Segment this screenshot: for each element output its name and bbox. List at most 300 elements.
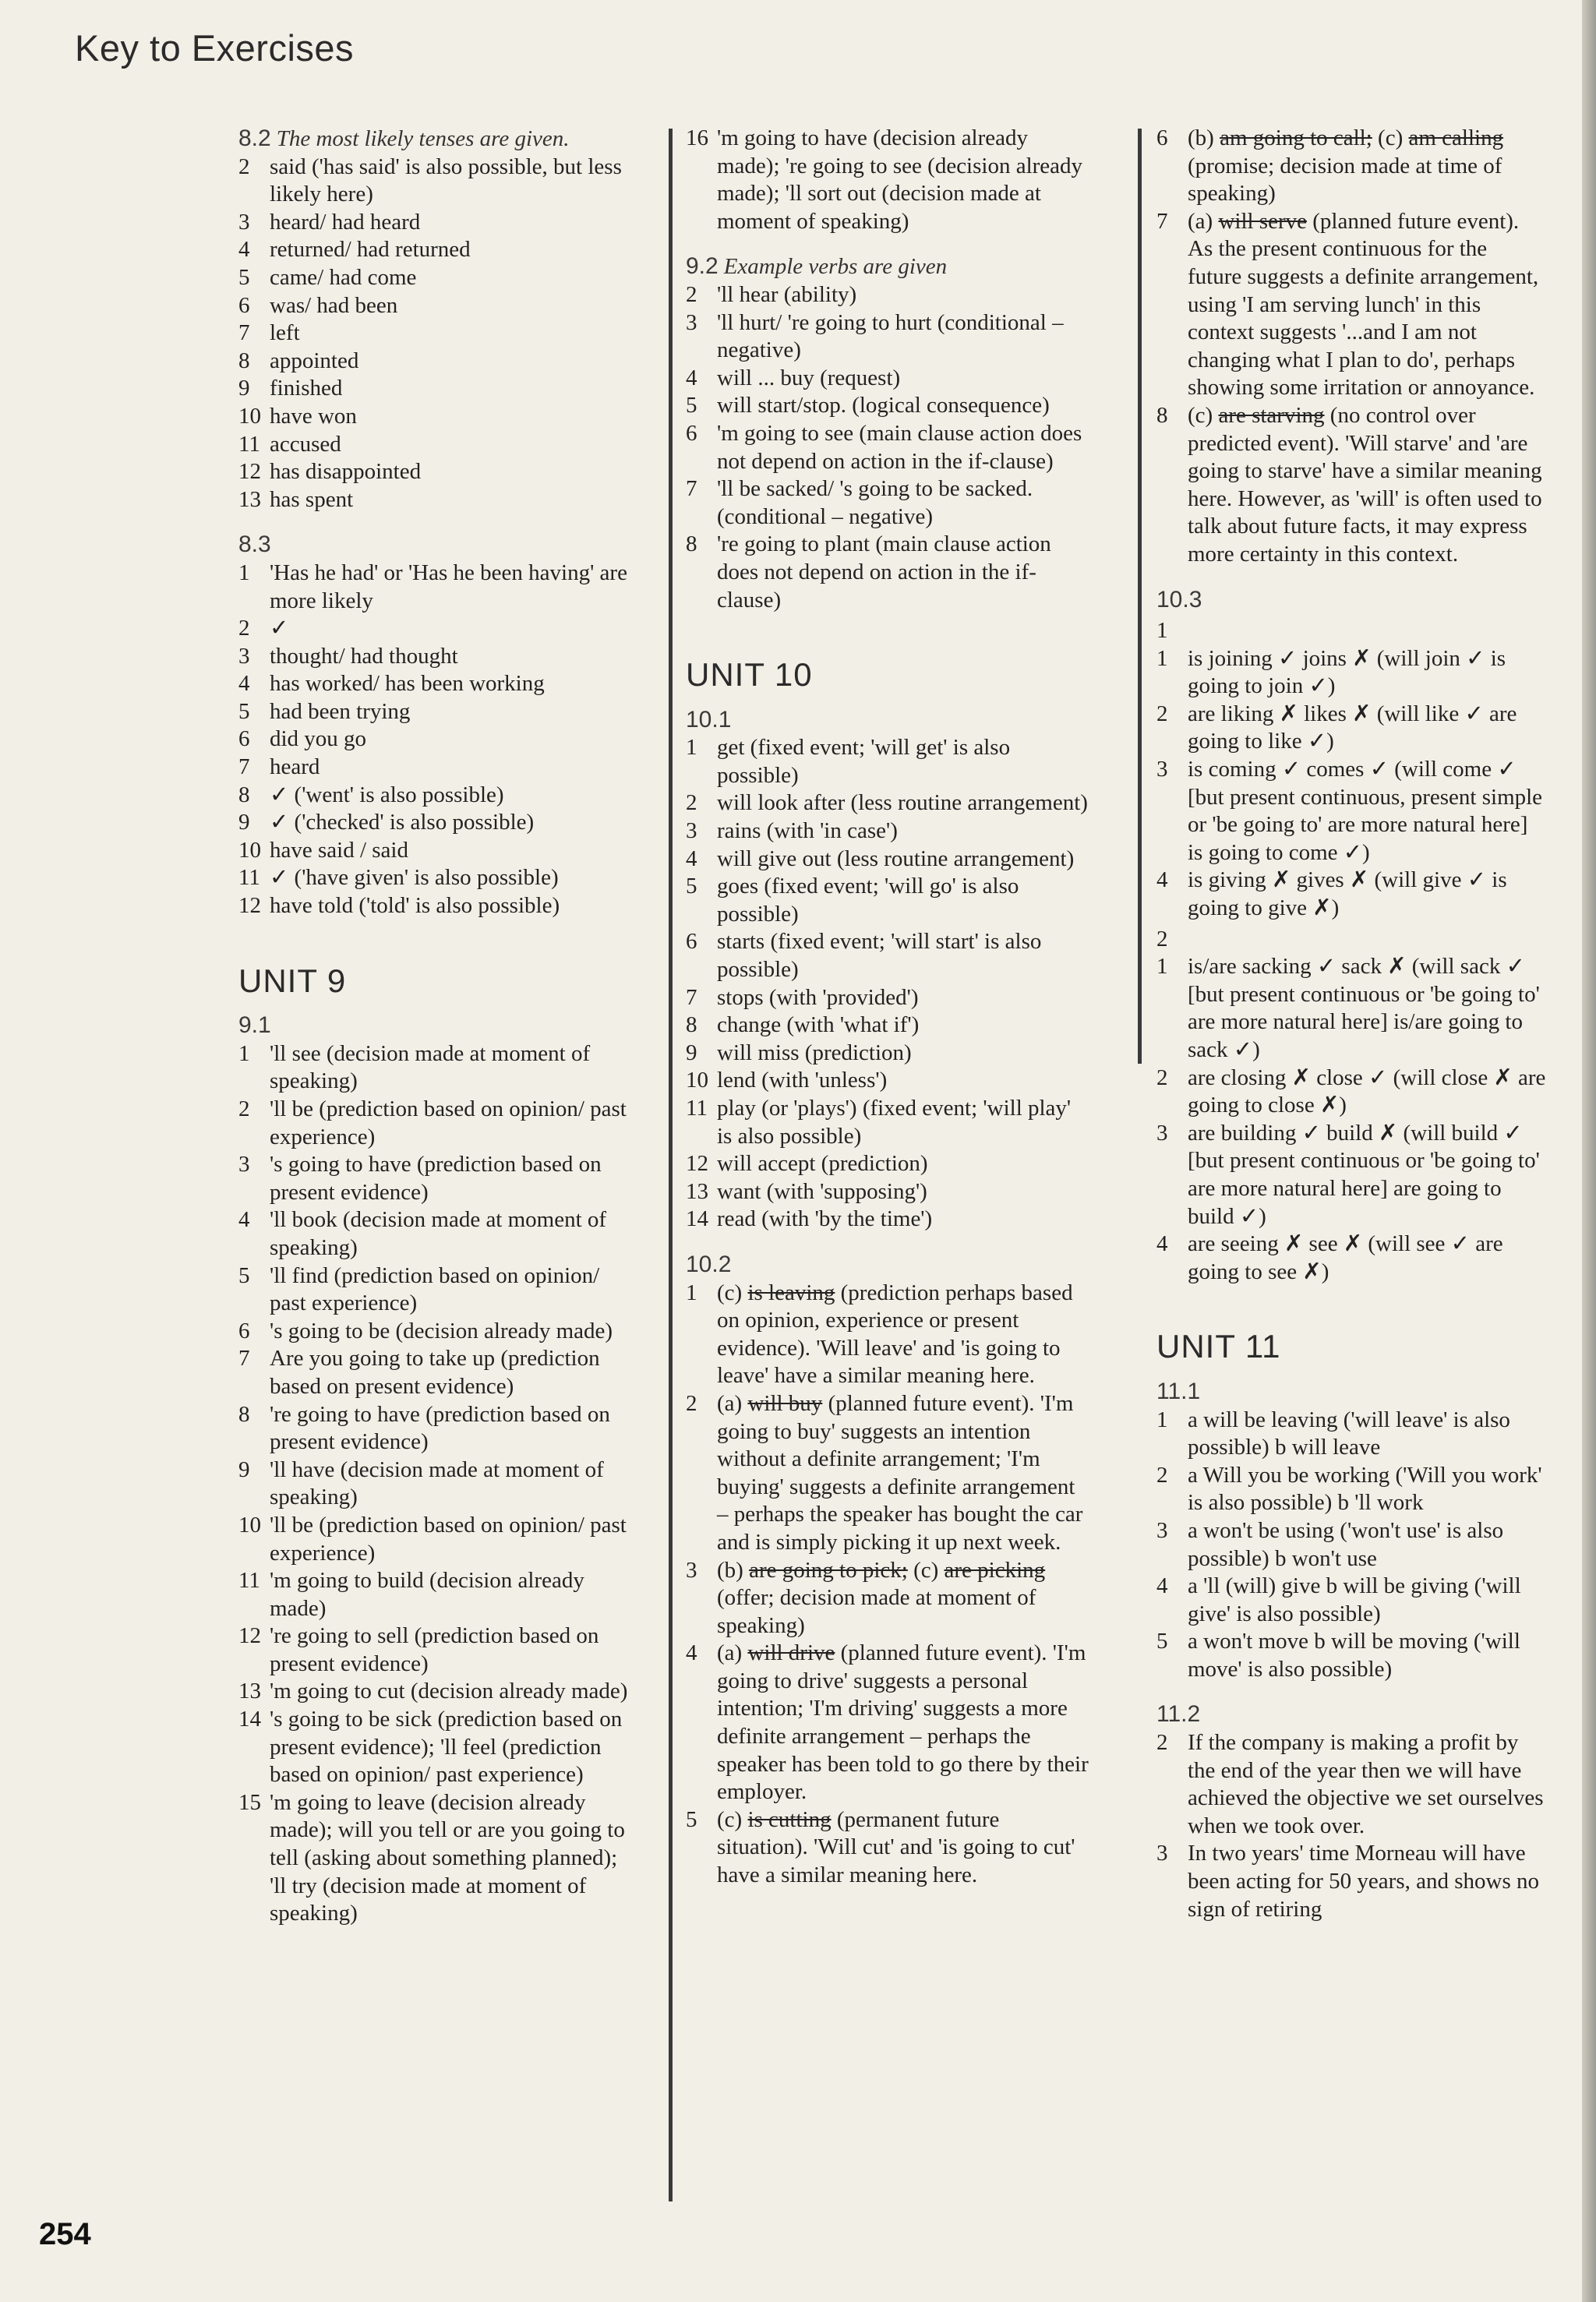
answer-text: finished — [270, 376, 343, 401]
item-text — [717, 734, 1091, 789]
unit-heading: UNIT 9 — [238, 962, 347, 999]
item-text — [717, 1280, 1091, 1390]
answer-text: 'll be sacked/ 's going to be sacked. (conditional – negative) — [717, 476, 1033, 529]
answer-item — [1156, 1120, 1546, 1230]
item-text — [270, 1151, 628, 1206]
answer-item — [238, 1151, 628, 1206]
answer-item — [1156, 1573, 1546, 1628]
item-number: 3 — [1156, 1120, 1168, 1146]
answer-text: goes (fixed event; 'will go' is also possible) — [717, 874, 1019, 927]
item-text — [270, 1789, 628, 1928]
item-text — [270, 809, 628, 837]
answer-text: lend (with 'unless') — [717, 1068, 888, 1093]
item-number: 3 — [686, 309, 697, 335]
option-letter: (c) — [1188, 402, 1219, 428]
answer-item — [1156, 867, 1546, 922]
section-number: 10.3 — [1156, 586, 1202, 613]
answer-item — [686, 817, 1091, 846]
answer-item — [686, 984, 1091, 1012]
item-text — [717, 125, 1091, 235]
answer-section — [686, 706, 1091, 1234]
answer-item — [238, 320, 628, 348]
item-text — [1188, 953, 1546, 1064]
answer-text: is joining ✓ joins ✗ (will join ✓ is going to join ✓) — [1188, 645, 1506, 699]
answer-section — [238, 531, 628, 920]
answer-item — [238, 458, 628, 486]
item-number: 8 — [686, 1012, 697, 1038]
item-number: 3 — [686, 818, 697, 844]
item-text — [270, 837, 628, 865]
answer-item — [1156, 701, 1546, 756]
answer-item — [686, 531, 1091, 614]
section-title: Example verbs are given — [723, 254, 948, 280]
item-text — [270, 1678, 628, 1706]
answer-item — [238, 837, 628, 865]
answer-text: 'm going to see (main clause action does not depend on action in the if-clause) — [717, 420, 1082, 474]
answer-item — [1156, 1230, 1546, 1286]
answer-item — [238, 375, 628, 403]
answer-text: had been trying — [270, 698, 411, 724]
answer-item — [238, 754, 628, 782]
answer-text: read (with 'by the time') — [717, 1206, 933, 1232]
section-heading — [238, 1012, 628, 1040]
answer-item — [238, 292, 628, 320]
answer-item — [1156, 1407, 1546, 1462]
answer-item — [238, 782, 628, 810]
item-number: 10 — [686, 1068, 708, 1093]
answer-item — [686, 365, 1091, 393]
answer-text: 'll see (decision made at moment of speaking) — [270, 1040, 591, 1094]
item-text — [270, 1040, 628, 1096]
item-text — [1188, 1517, 1546, 1573]
answer-item — [238, 1706, 628, 1789]
answer-item — [686, 309, 1091, 365]
answer-item — [238, 209, 628, 237]
item-number: 1 — [238, 560, 250, 585]
item-text — [717, 873, 1091, 928]
answer-text: have said / said — [270, 837, 408, 863]
page-edge-shadow — [1582, 0, 1596, 2302]
option-letter: (a) — [717, 1390, 748, 1416]
answer-item — [238, 1512, 628, 1567]
running-head: Key to Exercises — [75, 27, 355, 69]
answer-text: are seeing ✗ see ✗ (will see ✓ are going to see ✗) — [1188, 1231, 1503, 1284]
answer-text: came/ had come — [270, 264, 417, 290]
answer-item — [1156, 1628, 1546, 1683]
answer-section — [686, 252, 1091, 614]
item-text — [270, 698, 628, 726]
item-text — [717, 531, 1091, 614]
answer-text: thought/ had thought — [270, 643, 458, 669]
answer-item — [238, 1040, 628, 1096]
answer-text: will miss (prediction) — [717, 1040, 912, 1065]
crossed-out-answer: is cutting — [747, 1806, 832, 1832]
item-text — [1188, 1120, 1546, 1230]
item-text — [270, 348, 628, 376]
item-text — [270, 1262, 628, 1318]
item-text — [270, 1512, 628, 1567]
item-text — [717, 1067, 1091, 1095]
answer-item — [238, 1345, 628, 1400]
item-text — [270, 209, 628, 237]
item-text — [270, 375, 628, 403]
answer-text: 'm going to leave (decision already made); will you tell or are you going to tell (asking about something planned); 'll try (decision made at moment of speaking) — [270, 1789, 625, 1926]
item-text — [270, 560, 628, 615]
item-number: 5 — [686, 1806, 697, 1832]
section-heading — [686, 252, 1091, 281]
subsection-number: 2 — [1156, 926, 1168, 952]
item-number: 3 — [1156, 1517, 1168, 1543]
answer-text: (planned future event). 'I'm going to drive' suggests a personal intention; 'I'm driving' suggests a more definite arrangement – perhaps the speaker has been told to go there by their employer. — [717, 1640, 1089, 1805]
answer-text: rains (with 'in case') — [717, 818, 898, 844]
answer-item — [238, 560, 628, 615]
item-number: 6 — [238, 1318, 250, 1343]
item-number: 7 — [238, 1346, 250, 1372]
column-divider — [1138, 129, 1142, 1064]
answer-item — [238, 892, 628, 920]
answer-text: 'll find (prediction based on opinion/ past experience) — [270, 1262, 600, 1316]
answer-item — [1156, 1729, 1546, 1840]
answer-item — [238, 1096, 628, 1151]
item-number: 12 — [238, 459, 261, 485]
answer-item — [238, 264, 628, 292]
answer-text: 's going to be (decision already made) — [270, 1318, 613, 1343]
item-text — [270, 486, 628, 514]
answer-text: accused — [270, 431, 341, 457]
item-number: 11 — [238, 431, 260, 457]
answer-text: ✓ ('have given' is also possible) — [270, 865, 559, 891]
answer-item — [686, 281, 1091, 309]
answer-text: play (or 'plays') (fixed event; 'will play' is also possible) — [717, 1096, 1072, 1149]
item-number: 5 — [686, 874, 697, 899]
answer-text: a won't be using ('won't use' is also possible) b won't use — [1188, 1517, 1504, 1571]
item-number: 7 — [686, 476, 697, 502]
item-number: 14 — [238, 1707, 261, 1732]
item-text — [1188, 701, 1546, 756]
answer-text: heard/ had heard — [270, 209, 421, 235]
column-2 — [686, 125, 1091, 1890]
item-number: 8 — [686, 531, 697, 557]
answer-text: (permanent future situation). 'Will cut' and 'is going to cut' have a similar meaning here. — [717, 1806, 1075, 1888]
answer-text: has worked/ has been working — [270, 671, 545, 697]
answer-text: a won't move b will be moving ('will move' is also possible) — [1188, 1629, 1520, 1682]
answer-text: left — [270, 320, 300, 346]
item-number: 1 — [1156, 645, 1168, 671]
answer-text: 'll have (decision made at moment of speaking) — [270, 1456, 604, 1510]
answer-text: Are you going to take up (prediction based on present evidence) — [270, 1346, 600, 1399]
unit-heading: UNIT 10 — [686, 656, 813, 694]
item-number: 13 — [238, 486, 261, 512]
answer-item — [238, 864, 628, 892]
item-text — [270, 1206, 628, 1262]
item-text — [1188, 756, 1546, 867]
section-number: 8.2 — [238, 125, 271, 151]
item-number: 6 — [686, 929, 697, 955]
item-number: 4 — [238, 237, 250, 263]
answer-text: 're going to have (prediction based on present evidence) — [270, 1401, 610, 1455]
item-text — [270, 1706, 628, 1789]
answer-item — [1156, 1840, 1546, 1923]
item-number: 6 — [238, 292, 250, 318]
answer-item — [238, 1789, 628, 1928]
answer-item — [238, 431, 628, 459]
answer-text: a will be leaving ('will leave' is also possible) b will leave — [1188, 1407, 1510, 1460]
item-number: 2 — [686, 281, 697, 307]
answer-item — [1156, 208, 1546, 402]
crossed-out-answer: is leaving — [747, 1280, 835, 1305]
item-number: 9 — [238, 376, 250, 401]
section-number: 10.1 — [686, 706, 732, 733]
answer-text: will give out (less routine arrangement) — [717, 846, 1075, 871]
item-text — [270, 1401, 628, 1456]
item-number: 4 — [238, 1207, 250, 1233]
answer-section — [1156, 1378, 1546, 1684]
answer-text: is/are sacking ✓ sack ✗ (will sack ✓ [but present continuous or 'be going to' are more natural here] is/are going to sack ✓) — [1188, 954, 1540, 1062]
item-number: 6 — [1156, 125, 1168, 150]
answer-text: want (with 'supposing') — [717, 1178, 927, 1204]
answer-text: are building ✓ build ✗ (will build ✓ [but present continuous or 'be going to' are more natural here] are going to build ✓) — [1188, 1120, 1540, 1229]
answer-text: (prediction perhaps based on opinion, experience or present evidence). 'Will leave' and 'is going to leave' have a similar meaning here. — [717, 1280, 1073, 1389]
item-number: 5 — [686, 393, 697, 418]
answer-item — [1156, 1064, 1546, 1120]
answer-text: (promise; decision made at time of speaking) — [1188, 153, 1502, 207]
item-number: 7 — [1156, 208, 1168, 234]
item-number: 2 — [1156, 1462, 1168, 1488]
answer-item — [238, 236, 628, 264]
item-number: 2 — [686, 1390, 697, 1416]
answer-item — [1156, 125, 1546, 208]
item-text — [270, 292, 628, 320]
answer-text: have won — [270, 403, 357, 429]
answer-text: is giving ✗ gives ✗ (will give ✓ is going to give ✗) — [1188, 867, 1507, 921]
crossed-out-answer: are going to pick; — [749, 1557, 908, 1583]
answer-text: 'm going to cut (decision already made) — [270, 1679, 628, 1704]
answer-text: 'll hurt/ 're going to hurt (conditional – negative) — [717, 309, 1064, 363]
answer-section — [238, 125, 628, 514]
item-number: 4 — [1156, 1231, 1168, 1257]
item-number: 7 — [238, 320, 250, 346]
item-number: 14 — [686, 1206, 708, 1232]
answer-text: will look after (less routine arrangement) — [717, 790, 1088, 816]
page-number: 254 — [39, 2217, 91, 2251]
section-title: The most likely tenses are given. — [276, 126, 570, 151]
item-text — [1188, 1729, 1546, 1840]
item-number: 7 — [686, 984, 697, 1010]
answer-text: 'll be (prediction based on opinion/ past experience) — [270, 1512, 627, 1566]
answer-item — [686, 1280, 1091, 1390]
item-number: 11 — [686, 1096, 708, 1121]
item-text — [270, 458, 628, 486]
item-text — [717, 1806, 1091, 1890]
item-number: 3 — [1156, 1841, 1168, 1866]
item-number: 1 — [686, 1280, 697, 1305]
crossed-out-answer: am calling — [1408, 125, 1504, 150]
item-text — [1188, 1840, 1546, 1923]
item-text — [270, 864, 628, 892]
answer-item — [238, 403, 628, 431]
answer-item — [686, 846, 1091, 874]
answer-item — [238, 698, 628, 726]
item-number: 5 — [238, 264, 250, 290]
answer-text: appointed — [270, 348, 359, 373]
answer-text: stops (with 'provided') — [717, 984, 919, 1010]
column-3 — [1156, 125, 1546, 1923]
answer-text: ✓ ('went' is also possible) — [270, 782, 504, 807]
crossed-out-answer: are starving — [1218, 402, 1325, 428]
answer-text: 'm going to have (decision already made); 're going to see (decision already made); 'll sort out (decision made at moment of speaking) — [717, 125, 1083, 234]
answer-section — [686, 125, 1091, 235]
answer-item — [238, 348, 628, 376]
answer-item — [686, 1067, 1091, 1095]
answer-item — [686, 873, 1091, 928]
answer-section — [1156, 1700, 1546, 1923]
item-text — [717, 392, 1091, 420]
item-number: 8 — [238, 348, 250, 373]
section-number: 11.1 — [1156, 1378, 1201, 1404]
item-text — [1188, 1064, 1546, 1120]
answer-text: 's going to have (prediction based on present evidence) — [270, 1152, 602, 1205]
section-heading — [686, 706, 1091, 735]
item-number: 10 — [238, 1512, 261, 1538]
item-text — [270, 782, 628, 810]
item-text — [717, 846, 1091, 874]
item-number: 6 — [686, 420, 697, 446]
answer-item — [1156, 1517, 1546, 1573]
section-number: 11.2 — [1156, 1701, 1201, 1728]
item-number: 2 — [1156, 1730, 1168, 1756]
answer-text: 'm going to build (decision already made) — [270, 1568, 584, 1621]
answer-item — [686, 125, 1091, 235]
item-text — [270, 1622, 628, 1678]
answer-item — [686, 734, 1091, 789]
answer-item — [238, 1622, 628, 1678]
item-text — [717, 1178, 1091, 1206]
item-number: 7 — [238, 754, 250, 780]
answer-item — [238, 809, 628, 837]
answer-item — [1156, 953, 1546, 1064]
answer-item — [238, 1318, 628, 1346]
item-number: 5 — [238, 698, 250, 724]
answer-text: was/ had been — [270, 292, 398, 318]
item-text — [717, 1557, 1091, 1640]
answer-item — [238, 1206, 628, 1262]
item-text — [270, 892, 628, 920]
answer-item — [238, 1456, 628, 1512]
item-text — [270, 431, 628, 459]
item-number: 4 — [686, 1640, 697, 1666]
column-divider — [669, 129, 673, 2201]
answer-text: 're going to sell (prediction based on present evidence) — [270, 1623, 599, 1676]
answer-text: starts (fixed event; 'will start' is also possible) — [717, 929, 1042, 983]
answer-item — [686, 1640, 1091, 1806]
answer-item — [238, 1401, 628, 1456]
item-text — [717, 1206, 1091, 1234]
item-text — [717, 1390, 1091, 1557]
answer-item — [238, 154, 628, 209]
answer-item — [686, 1206, 1091, 1234]
answer-item — [238, 1567, 628, 1622]
item-number: 4 — [686, 846, 697, 871]
answer-text: (planned future event). 'I'm going to buy' suggests an intention without a definite arrangement; 'I'm buying' suggests a definite arrangement – perhaps the speaker has bought the car and is simply picking it up next week. — [717, 1390, 1083, 1555]
answer-item — [686, 1806, 1091, 1890]
crossed-out-answer: are picking — [944, 1557, 1046, 1583]
subsection-number: 1 — [1156, 618, 1168, 644]
answer-section — [238, 1012, 628, 1928]
item-text — [717, 1150, 1091, 1178]
item-text — [270, 1567, 628, 1622]
option-letter: (c) — [717, 1280, 748, 1305]
answer-text: said ('has said' is also possible, but less likely here) — [270, 154, 622, 207]
answer-section — [686, 1251, 1091, 1890]
answer-item — [686, 1557, 1091, 1640]
answer-text: 'll be (prediction based on opinion/ past experience) — [270, 1096, 627, 1149]
item-text — [1188, 1628, 1546, 1683]
item-number: 13 — [686, 1178, 708, 1204]
item-text — [1188, 645, 1546, 701]
section-heading — [1156, 1378, 1546, 1407]
answer-text: will ... buy (request) — [717, 365, 901, 390]
answer-text: (no control over predicted event). 'Will starve' and 'are going to starve' have a similar meaning here. However, as 'will' is often used to talk about future facts, it may express more certainty in this context. — [1188, 402, 1542, 567]
item-number: 6 — [238, 726, 250, 752]
item-number: 4 — [686, 365, 697, 390]
item-number: 2 — [1156, 1064, 1168, 1090]
crossed-out-answer: will serve — [1218, 208, 1307, 234]
answer-text: 're going to plant (main clause action does not depend on action in the if-clause) — [717, 531, 1051, 613]
item-number: 1 — [686, 735, 697, 761]
answer-text: heard — [270, 754, 320, 780]
answer-item — [1156, 756, 1546, 867]
option-letter: (b) — [1188, 125, 1220, 150]
item-number: 9 — [238, 1456, 250, 1482]
answer-text: 'll hear (ability) — [717, 281, 857, 307]
option-letter: (a) — [1188, 208, 1219, 234]
answer-item — [686, 789, 1091, 817]
item-text — [717, 984, 1091, 1012]
item-text — [717, 420, 1091, 475]
item-number: 2 — [1156, 701, 1168, 726]
answer-text: (planned future event). As the present continuous for the future suggests a definite arrangement, using 'I am serving lunch' in this context suggests '...and I am not changing what I plan to do', perhaps showing some irritation or annoyance. — [1188, 208, 1539, 401]
option-letter: (c) — [1372, 125, 1409, 150]
item-number: 9 — [686, 1040, 697, 1065]
answer-section — [1156, 125, 1546, 569]
answer-text: 'Has he had' or 'Has he been having' are more likely — [270, 560, 627, 613]
answer-item — [238, 1262, 628, 1318]
answer-text: is coming ✓ comes ✓ (will come ✓ [but present continuous, present simple or 'be going to' are more natural here] is going to come ✓) — [1188, 757, 1543, 865]
item-text — [1188, 1573, 1546, 1628]
item-text — [270, 726, 628, 754]
item-number: 12 — [238, 1623, 261, 1649]
item-number: 1 — [1156, 954, 1168, 980]
answer-text: are closing ✗ close ✓ (will close ✗ are going to close ✗) — [1188, 1064, 1546, 1118]
answer-text: ✓ — [270, 616, 289, 641]
item-number: 1 — [1156, 1407, 1168, 1432]
item-number: 4 — [238, 671, 250, 697]
answer-text: are liking ✗ likes ✗ (will like ✓ are going to like ✓) — [1188, 701, 1517, 754]
item-text — [270, 670, 628, 698]
section-heading — [686, 1251, 1091, 1280]
unit-heading: UNIT 11 — [1156, 1328, 1281, 1365]
item-number: 11 — [238, 1568, 260, 1594]
section-heading — [1156, 586, 1546, 615]
answer-item — [686, 928, 1091, 983]
item-text — [717, 309, 1091, 365]
item-number: 15 — [238, 1789, 261, 1815]
answer-text: get (fixed event; 'will get' is also possible) — [717, 735, 1011, 788]
item-number: 12 — [238, 893, 261, 919]
item-text — [717, 281, 1091, 309]
answer-item — [238, 726, 628, 754]
answer-text: will start/stop. (logical consequence) — [717, 393, 1050, 418]
